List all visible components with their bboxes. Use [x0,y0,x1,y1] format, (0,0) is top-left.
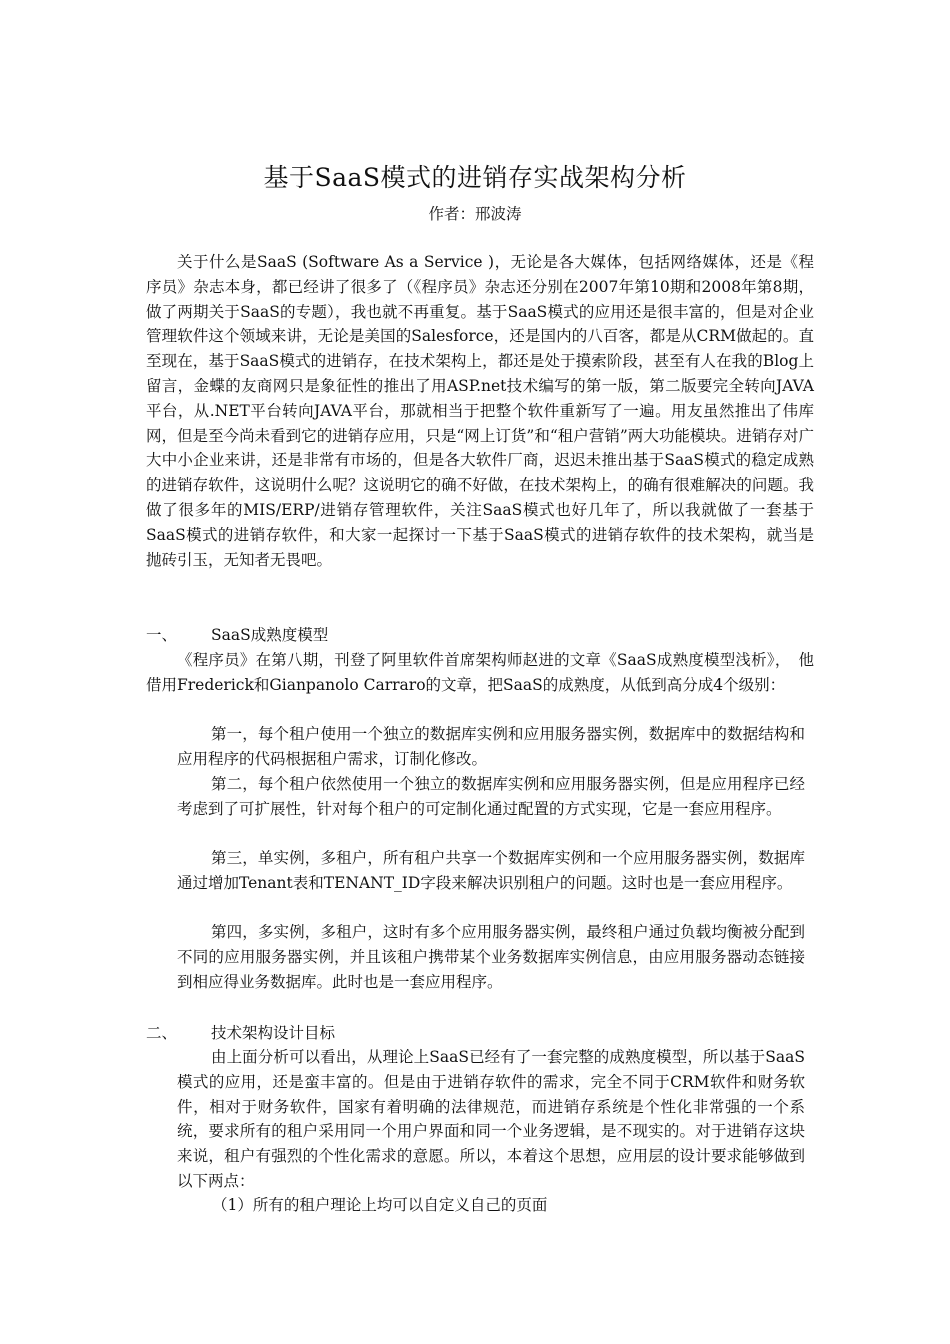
list-item: （1）所有的租户理论上均可以自定义自己的页面 [212,1196,548,1214]
section-number: 一、 [146,626,178,644]
section2-body-paragraph: 由上面分析可以看出，从理论上SaaS已经有了一套完整的成熟度模型，所以基于SaaS模式的应用，还是蛮丰富的。但是由于进销存软件的需求，完全不同于CRM软件和财务软件，相对于财务软件，国家有着明确的法律规范，而进销存系统是个性化非常强的一个系统，要求所有的租户采用同一个用户界面和同一个业务逻辑，是不现实的。对于进销存这块来说，租户有强烈的个性化需求的意愿。所以，本着这个思想，应用层的设计要求能够做到以下两点： [177,1048,805,1190]
section-title: 技术架构设计目标 [211,1024,336,1042]
intro-paragraph: 关于什么是SaaS (Software As a Service )，无论是各大媒体，包括网络媒体，还是《程序员》杂志本身，都已经讲了很多了（《程序员》杂志还分别在2007年第10期和2008年第8期，做了两期关于SaaS的专题），我也就不再重复。基于SaaS模式的应用还是很丰富的，但是对企业管理软件这个领域来讲，无论是美国的Salesforce，还是国内的八百客，都是从CRM做起的。直至现在，基于SaaS模式的进销存，在技术架构上，都还是处于摸索阶段，甚至有人在我的Blog上留言，金蝶的友商网只是象征性的推出了用ASP.net技术编写的第一版，第二版要完全转向JAVA平台，从.NET平台转向JAVA平台，那就相当于把整个软件重新写了一遍。用友虽然推出了伟库网，但是至今尚未看到它的进销存应用，只是“网上订货”和“租户营销”两大功能模块。进销存对广大中小企业来讲，还是非常有市场的，但是各大软件厂商，迟迟未推出基于SaaS模式的稳定成熟的进销存软件，这说明什么呢？这说明它的确不好做，在技术架构上，的确有很难解决的问题。我做了很多年的MIS/ERP/进销存管理软件，关注SaaS模式也好几年了，所以我就做了一套基于SaaS模式的进销存软件，和大家一起探讨一下基于SaaS模式的进销存软件的技术架构，就当是抛砖引玉，无知者无畏吧。 [146,253,814,569]
maturity-level-4: 第四，多实例，多租户，这时有多个应用服务器实例，最终租户通过负载均衡被分配到不同的应用服务器实例，并且该租户携带某个业务数据库实例信息，由应用服务器动态链接到相应得业务数据库。此时也是一套应用程序。 [177,923,805,991]
maturity-level-2: 第二，每个租户依然使用一个独立的数据库实例和应用服务器实例，但是应用程序已经考虑到了可扩展性，针对每个租户的可定制化通过配置的方式实现，它是一套应用程序。 [177,775,805,818]
author-line: 作者：邢波涛 [428,205,522,223]
section-number: 二、 [146,1024,178,1042]
maturity-level-1: 第一，每个租户使用一个独立的数据库实例和应用服务器实例，数据库中的数据结构和应用程序的代码根据租户需求，订制化修改。 [177,725,805,768]
page-title: 基于SaaS模式的进销存实战架构分析 [263,163,687,192]
maturity-level-3: 第三，单实例，多租户，所有租户共享一个数据库实例和一个应用服务器实例，数据库通过增加Tenant表和TENANT_ID字段来解决识别租户的问题。这时也是一套应用程序。 [177,849,805,892]
section-title: SaaS成熟度模型 [211,626,329,644]
section-heading-2 [146,1021,335,1046]
section-heading-1 [146,623,328,648]
section1-intro-paragraph: 《程序员》在第八期，刊登了阿里软件首席架构师赵进的文章《SaaS成熟度模型浅析》， 他借用Frederick和Gianpanolo Carraro的文章，把SaaS的成熟度，从低到高分成4个级别： [146,651,814,694]
